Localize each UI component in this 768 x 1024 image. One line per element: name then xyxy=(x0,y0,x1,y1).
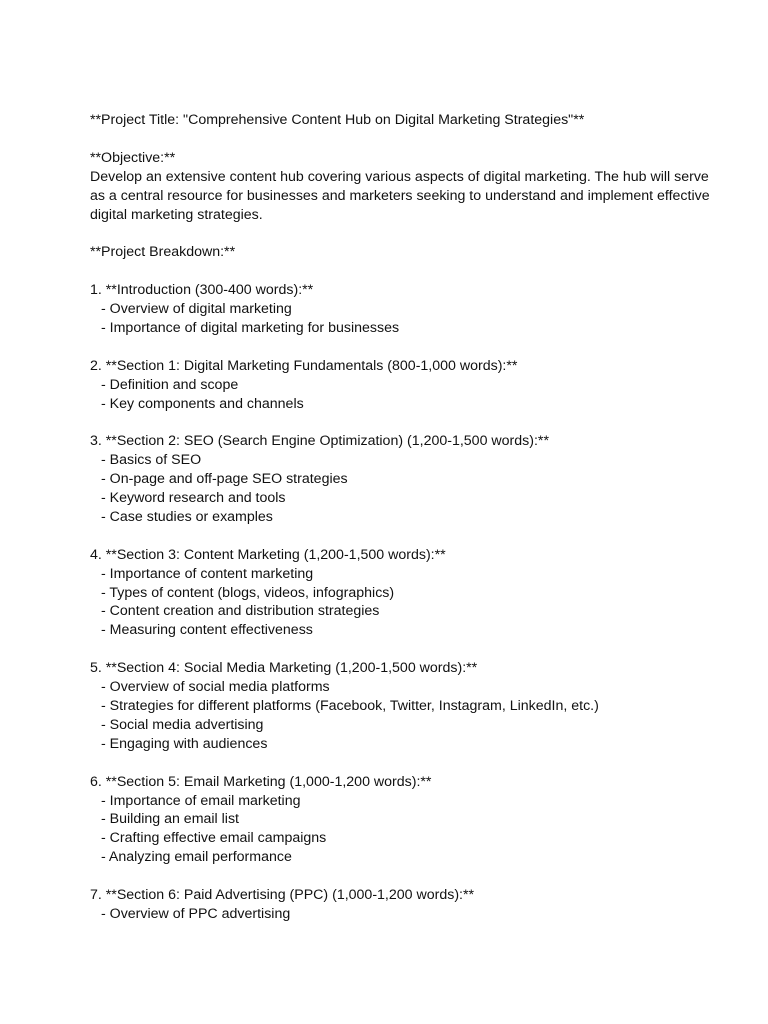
section-heading: 2. **Section 1: Digital Marketing Fundamentals (800-1,000 words):** xyxy=(90,357,518,374)
list-item: - Strategies for different platforms (Facebook, Twitter, Instagram, LinkedIn, etc.) xyxy=(101,697,599,714)
spacer xyxy=(90,640,710,659)
list-item: - Engaging with audiences xyxy=(101,735,268,752)
section-block xyxy=(90,281,710,338)
list-item: - Overview of PPC advertising xyxy=(101,905,291,922)
section-heading: 7. **Section 6: Paid Advertising (PPC) (1,000-1,200 words):** xyxy=(90,887,475,904)
list-item: - Crafting effective email campaigns xyxy=(101,830,327,847)
section-block xyxy=(90,886,710,924)
list-item: - Content creation and distribution strategies xyxy=(101,603,380,620)
list-item: - Case studies or examples xyxy=(101,508,273,525)
section-heading: 5. **Section 4: Social Media Marketing (1,200-1,500 words):** xyxy=(90,660,478,677)
list-item: - Types of content (blogs, videos, infographics) xyxy=(101,584,395,601)
list-item: - Importance of email marketing xyxy=(101,792,301,809)
list-item: - Social media advertising xyxy=(101,716,264,733)
list-item: - Definition and scope xyxy=(101,376,239,393)
document-body xyxy=(90,111,710,924)
section-block xyxy=(90,546,710,641)
section-heading: 6. **Section 5: Email Marketing (1,000-1,200 words):** xyxy=(90,773,432,790)
section-list xyxy=(90,281,710,924)
list-item: - Overview of social media platforms xyxy=(101,679,330,696)
section-block xyxy=(90,432,710,527)
list-item: - Building an email list xyxy=(101,811,239,828)
spacer xyxy=(90,338,710,357)
objective-text: Develop an extensive content hub covering various aspects of digital marketing. The hub will serve as a central resource for businesses and marketers seeking to understand and implement effective digital marketing strategies. xyxy=(90,168,710,223)
section-block xyxy=(90,659,710,754)
spacer xyxy=(90,867,710,886)
list-item: - Keyword research and tools xyxy=(101,490,286,507)
section-block xyxy=(90,773,710,868)
project-title: **Project Title: "Comprehensive Content Hub on Digital Marketing Strategies"** xyxy=(90,112,585,128)
list-item: - Measuring content effectiveness xyxy=(101,622,313,639)
section-heading: 4. **Section 3: Content Marketing (1,200-1,500 words):** xyxy=(90,546,446,563)
list-item: - Importance of content marketing xyxy=(101,565,314,582)
section-heading: 1. **Introduction (300-400 words):** xyxy=(90,282,314,299)
list-item: - On-page and off-page SEO strategies xyxy=(101,471,348,488)
spacer xyxy=(90,130,710,149)
list-item: - Importance of digital marketing for businesses xyxy=(101,319,400,336)
spacer xyxy=(90,754,710,773)
spacer xyxy=(90,413,710,432)
list-item: - Key components and channels xyxy=(101,395,304,412)
section-heading: 3. **Section 2: SEO (Search Engine Optimization) (1,200-1,500 words):** xyxy=(90,433,549,450)
section-block xyxy=(90,357,710,414)
spacer xyxy=(90,527,710,546)
spacer xyxy=(90,224,710,243)
spacer xyxy=(90,262,710,281)
list-item: - Analyzing email performance xyxy=(101,849,292,866)
breakdown-heading: **Project Breakdown:** xyxy=(90,244,236,261)
objective-heading: **Objective:** xyxy=(90,149,176,166)
list-item: - Overview of digital marketing xyxy=(101,301,292,318)
list-item: - Basics of SEO xyxy=(101,452,202,469)
